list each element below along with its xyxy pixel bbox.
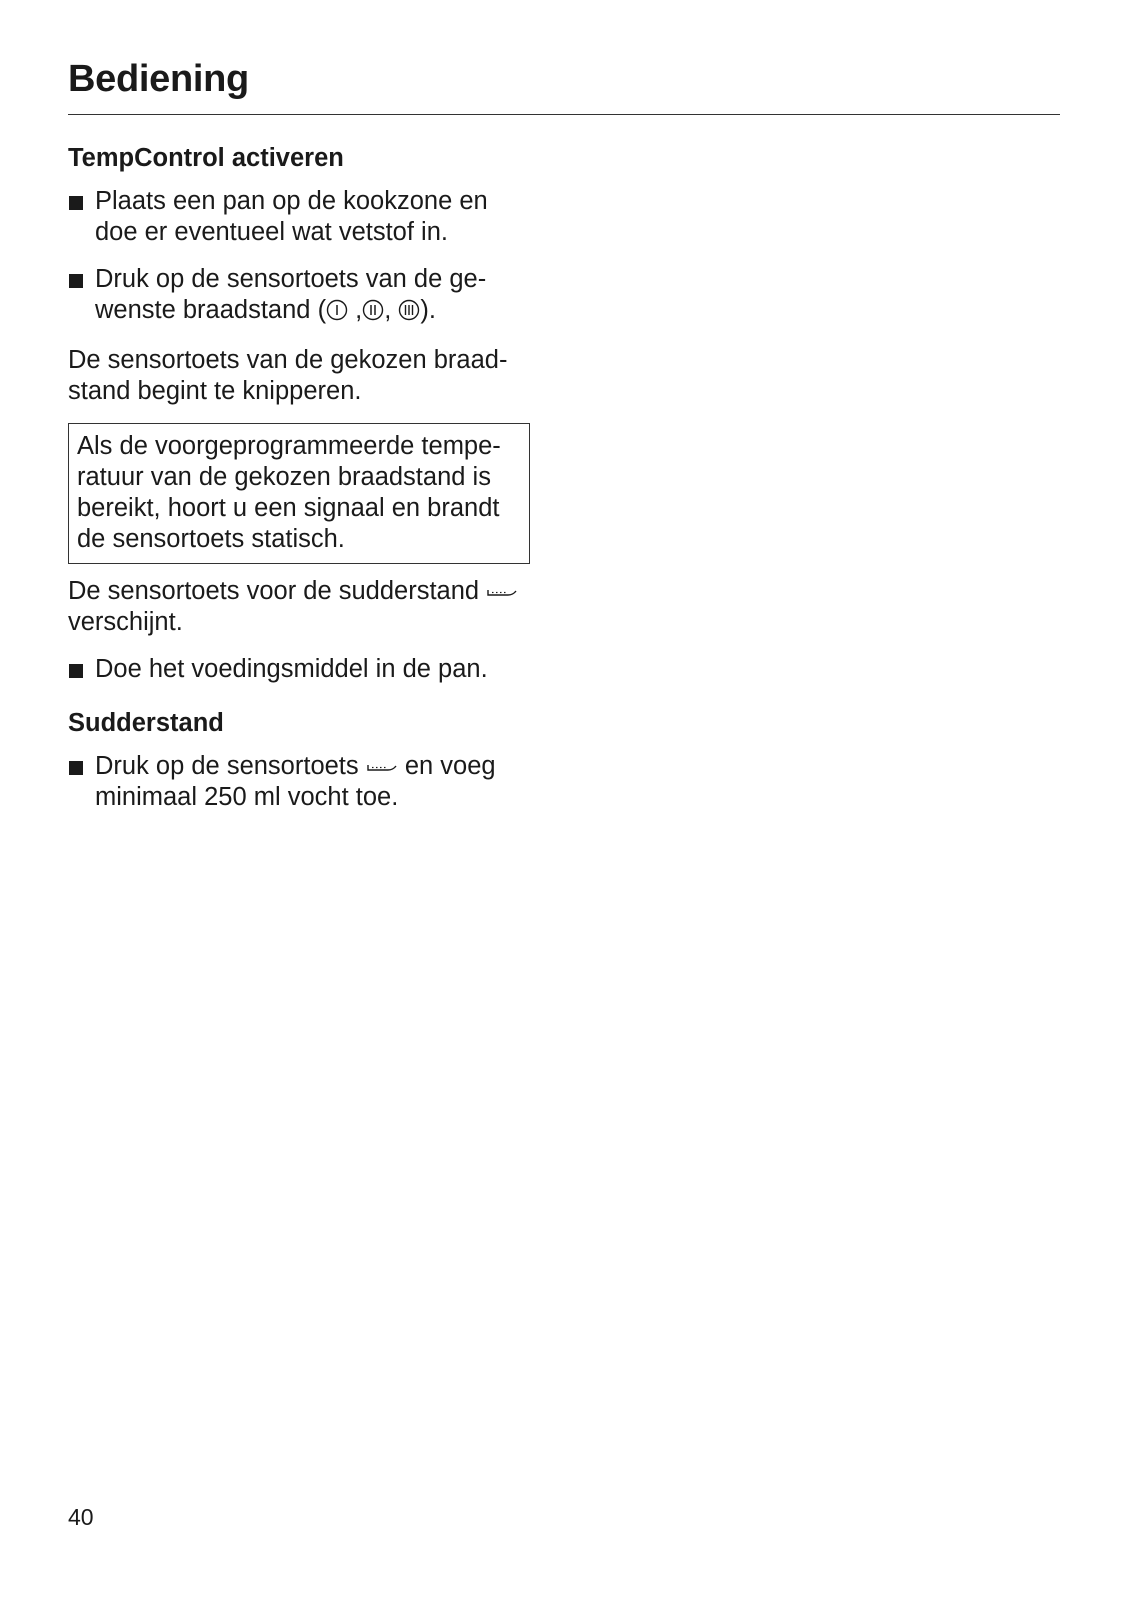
step-place-pan — [68, 186, 548, 248]
bullet-icon — [69, 274, 83, 288]
step-press-simmer: Druk op de sensortoets en voeg minimaal 250 ml vocht toe. — [68, 751, 548, 813]
paragraph-sensor-blinks: De sensortoets van de gekozen braad- stand begint te knipperen. — [68, 346, 508, 405]
main-content — [68, 143, 548, 813]
page-number: 40 — [68, 1504, 94, 1530]
paragraph-simmer-appears: De sensortoets voor de sudderstand verschijnt. — [68, 576, 548, 638]
step-line: Plaats een pan op de kookzone en — [95, 187, 488, 215]
bullet-icon — [69, 196, 83, 210]
page-header — [68, 60, 1060, 115]
step-add-food — [68, 654, 548, 685]
roast-level-1-icon — [326, 298, 348, 329]
step-line: Doe het voedingsmiddel in de pan. — [95, 655, 488, 683]
page-title: Bediening — [68, 58, 249, 100]
simmer-icon — [366, 751, 398, 782]
step-line: wenste braadstand ( , , ). — [95, 295, 548, 329]
step-line: Druk op de sensortoets van de ge- — [95, 265, 487, 293]
roast-level-2-icon — [362, 298, 384, 329]
step-line: doe er eventueel wat vetstof in. — [95, 218, 448, 246]
roast-level-3-icon — [398, 298, 420, 329]
section-heading-tempcontrol: TempControl activeren — [68, 144, 344, 172]
section-heading-sudderstand: Sudderstand — [68, 709, 224, 737]
simmer-icon — [486, 576, 518, 607]
bullet-icon — [69, 664, 83, 678]
step-press-roast-sensor — [68, 264, 548, 329]
note-box: Als de voorgeprogrammeerde tempe- ratuur van de gekozen braadstand is bereikt, hoort u een signaal en brandt de sensortoets statisch. — [68, 423, 530, 564]
header-divider — [68, 114, 1060, 115]
bullet-icon — [69, 761, 83, 775]
